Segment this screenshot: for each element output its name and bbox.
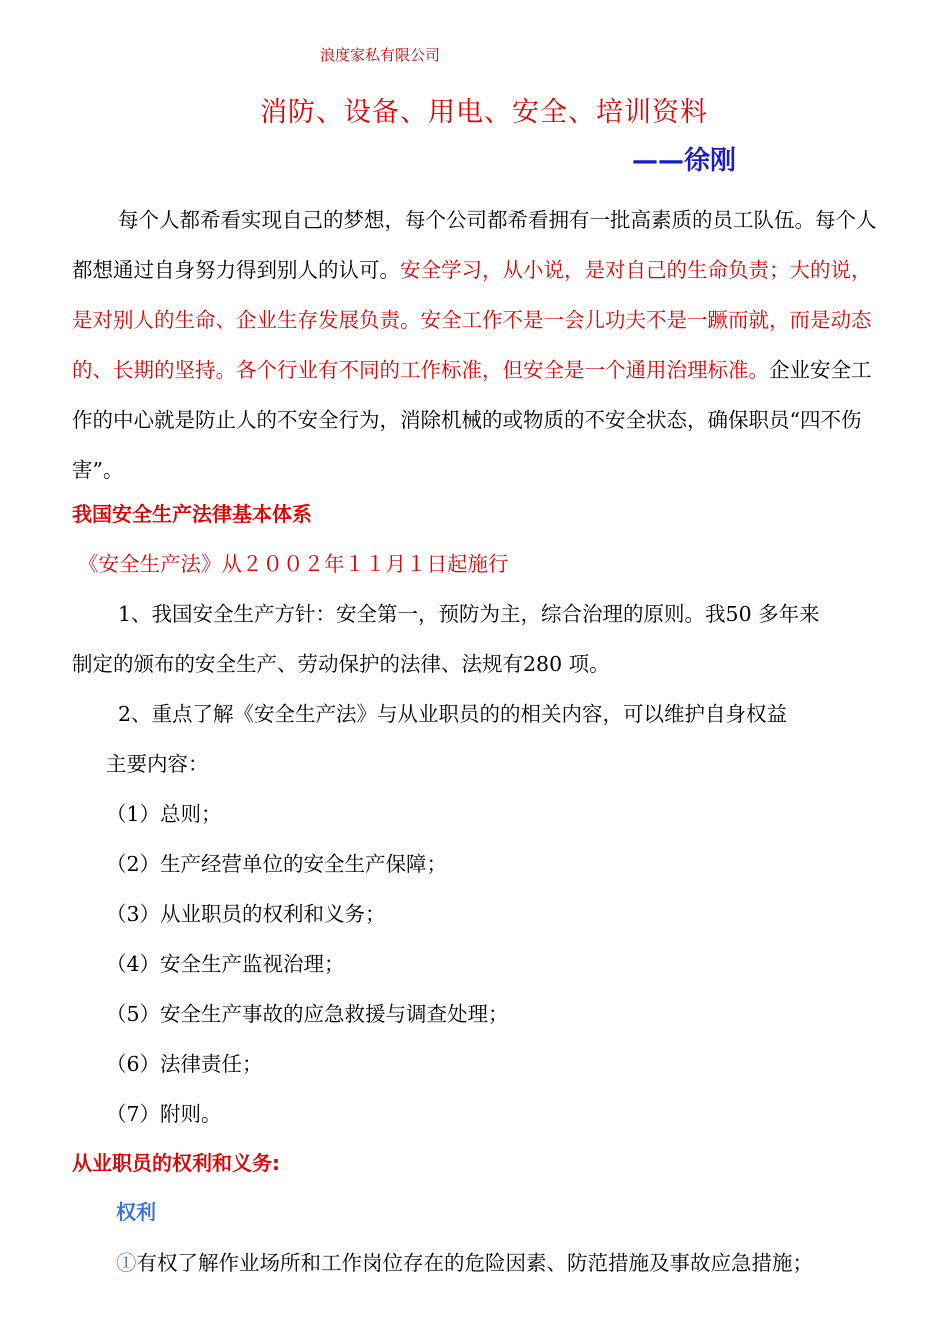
content-item: （2）生产经营单位的安全生产保障；: [106, 852, 448, 876]
author-name: ——徐刚: [632, 146, 737, 176]
subheading-rights: 权利: [116, 1200, 156, 1224]
content-item: （3）从业职员的权利和义务；: [106, 902, 386, 926]
circled-number-marker: ①: [116, 1251, 137, 1275]
content-item: （7）附则。: [106, 1102, 222, 1126]
content-item: （6）法律责任；: [106, 1052, 263, 1076]
law-effective-line: 《安全生产法》从２００２年１１月１日起施行: [78, 552, 509, 576]
intro-text-highlight: 安全学习，从小说，是对自己的生命负责；大的说，是对别人的生命、企业生存发展负责。安全工作不是一会儿功夫不是一蹶而就，而是动态的、长期的坚持。各个行业有不同的工作标准，但安全是一个通用治理标准。: [72, 258, 872, 382]
item1-line2: 制定的颁布的安全生产、劳动保护的法律、法规有280 项。: [72, 652, 610, 676]
intro-text-2: 企业安全工作的中心就是防止人的不安全行为，消除机械的或物质的不安全状态，确保职员“四不伤害”。: [72, 358, 872, 482]
content-item: （4）安全生产监视治理；: [106, 952, 345, 976]
intro-paragraph: [72, 195, 887, 495]
document-title: 消防、设备、用电、安全、培训资料: [260, 97, 708, 128]
company-name: 浪度家私有限公司: [320, 46, 441, 64]
item1-line1: 1、我国安全生产方针：安全第一，预防为主，综合治理的原则。我50 多年来: [118, 602, 820, 626]
content-item: （5）安全生产事故的应急救援与调查处理；: [106, 1002, 509, 1026]
intro-text-1: 每个人都希看实现自己的梦想，每个公司都希看拥有一批高素质的员工队伍。每个人都想通过自身努力得到别人的认可。: [72, 208, 877, 282]
content-item: （1）总则；: [106, 802, 222, 826]
section-heading-rights-duties: 从业职员的权利和义务:: [72, 1151, 280, 1175]
section-heading-law-system: 我国安全生产法律基本体系: [72, 502, 312, 526]
right-item-1-text: 有权了解作业场所和工作岗位存在的危险因素、防范措施及事故应急措施；: [136, 1251, 813, 1275]
right-item-1: [116, 1246, 813, 1276]
main-contents-label: 主要内容：: [106, 752, 209, 776]
item2-line: 2、重点了解《安全生产法》与从业职员的的相关内容，可以维护自身权益: [118, 702, 788, 726]
